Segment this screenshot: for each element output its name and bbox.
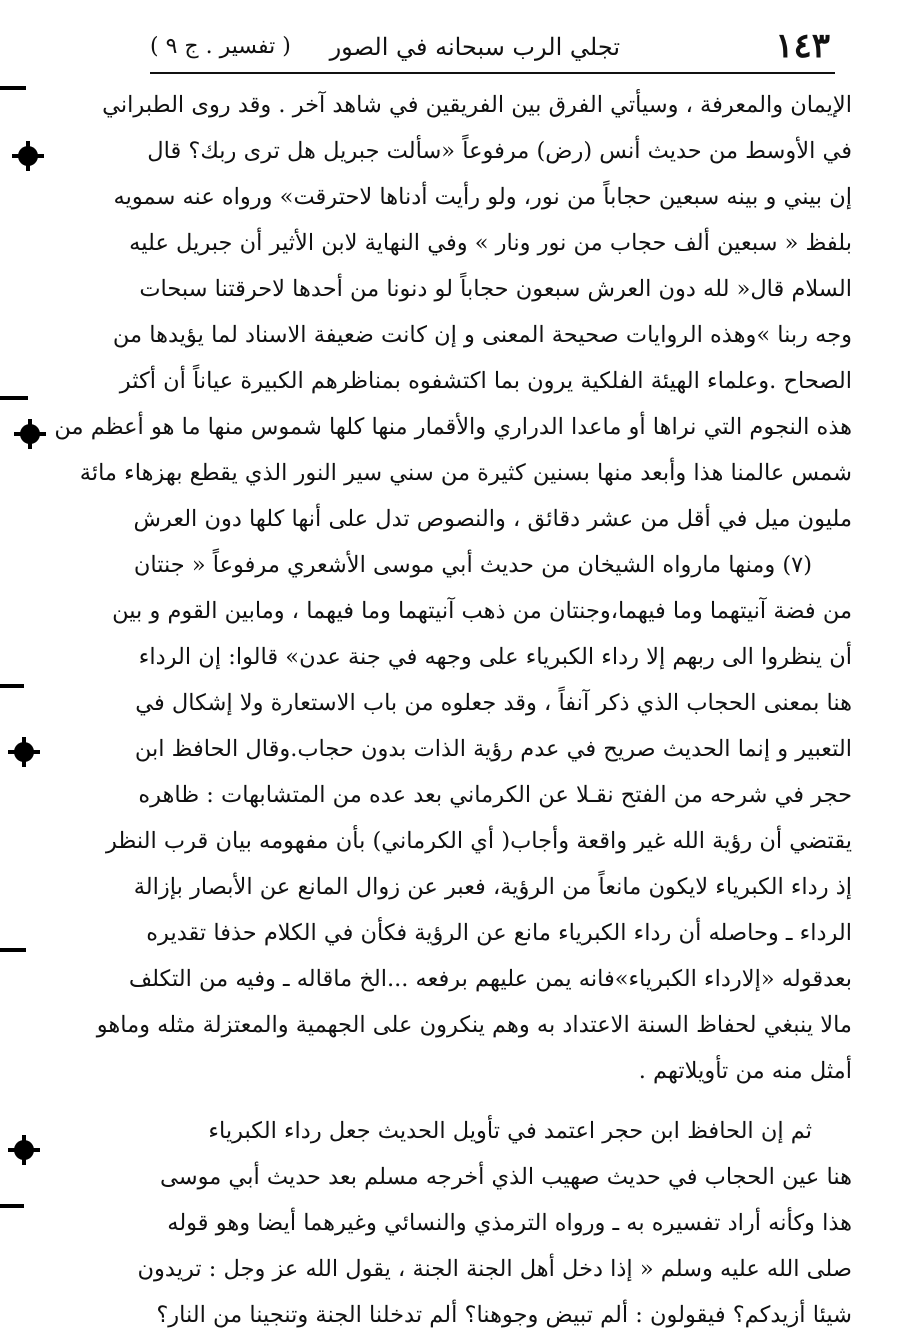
section-reference: ( تفسير . ج ٩ )	[150, 34, 291, 59]
margin-mark	[14, 742, 34, 762]
text-line: إن بيني و بينه سبعين حجاباً من نور، ولو رأيت أدناها لاحترقت» ورواه عنه سمويه	[113, 184, 852, 210]
margin-mark	[0, 684, 24, 688]
text-line: بلفظ « سبعين ألف حجاب من نور ونار » وفي النهاية لابن الأثير أن جبريل عليه	[129, 230, 852, 256]
text-line: الصحاح .وعلماء الهيئة الفلكية يرون بما اكتشفوه بمناظرهم الكبيرة عياناً أن أكثر	[119, 368, 852, 394]
text-line: شمس عالمنا هذا وأبعد منها بسنين كثيرة من سني سير النور الذي يقطع بهزهاء مائة	[79, 460, 852, 486]
text-line: ثم إن الحافظ ابن حجر اعتمد في تأويل الحديث جعل رداء الكبرياء	[208, 1118, 812, 1144]
text-line: التعبير و إنما الحديث صريح في عدم رؤية الذات بدون حجاب.وقال الحافظ ابن	[134, 736, 852, 762]
margin-mark	[20, 424, 40, 444]
text-line: إذ رداء الكبرياء لايكون مانعاً من الرؤية، فعبر عن زوال المانع عن الأبصار بإزالة	[133, 874, 852, 900]
margin-mark	[18, 146, 38, 166]
text-line: الإيمان والمعرفة ، وسيأتي الفرق بين الفريقين في شاهد آخر . وقد روى الطبراني	[102, 92, 852, 118]
margin-mark	[14, 1140, 34, 1160]
header-rule	[150, 72, 835, 74]
margin-mark	[0, 1204, 24, 1208]
text-line: في الأوسط من حديث أنس (رض) مرفوعاً «سألت جبريل هل ترى ربك؟ قال	[147, 138, 852, 164]
text-line: أمثل منه من تأويلاتهم .	[638, 1058, 852, 1084]
text-line: السلام قال« لله دون العرش سبعون حجاباً لو دنونا من أحدها لاحرقتنا سبحات	[139, 276, 852, 302]
text-line: مليون ميل في أقل من عشر دقائق ، والنصوص تدل على أنها كلها دون العرش	[133, 506, 852, 532]
text-line: صلى الله عليه وسلم « إذا دخل أهل الجنة الجنة ، يقول الله عز وجل : تريدون	[137, 1256, 852, 1282]
text-line: يقتضي أن رؤية الله غير واقعة وأجاب( أي الكرماني) بأن مفهومه بيان قرب النظر	[106, 828, 852, 854]
text-line: مالا ينبغي لحفاظ السنة الاعتداد به وهم ينكرون على الجهمية والمعتزلة مثله وماهو	[96, 1012, 852, 1038]
margin-mark	[0, 86, 26, 90]
text-line: الرداء ـ وحاصله أن رداء الكبرياء مانع عن الرؤية فكأن في الكلام حذفا تقديره	[146, 920, 852, 946]
text-line: وجه ربنا »وهذه الروايات صحيحة المعنى و إن كانت ضعيفة الاسناد لما يؤيدها من	[112, 322, 852, 348]
margin-mark	[0, 948, 26, 952]
text-line: من فضة آنيتهما وما فيهما،وجنتان من ذهب آنيتهما وما فيهما ، ومابين القوم و بين	[112, 598, 852, 624]
text-line: بعدقوله «إلارداء الكبرياء»فانه يمن عليهم برفعه ...الخ ماقاله ـ وفيه من التكلف	[128, 966, 852, 992]
page-number: ١٤٣	[775, 26, 830, 66]
text-line: (٧) ومنها مارواه الشيخان من حديث أبي موسى الأشعري مرفوعاً « جنتان	[133, 552, 812, 578]
running-header	[150, 26, 830, 70]
paragraph-gap	[140, 1094, 852, 1108]
text-line: شيئا أزيدكم؟ فيقولون : ألم تبيض وجوهنا؟ ألم تدخلنا الجنة وتنجينا من النار؟	[156, 1302, 852, 1328]
text-line: حجر في شرحه من الفتح نقـلا عن الكرماني بعد عده من المتشابهات : ظاهره	[138, 782, 852, 808]
text-line: أن ينظروا الى ربهم إلا رداء الكبرياء على وجهه في جنة عدن» قالوا: إن الرداء	[138, 644, 852, 670]
text-line: هنا عين الحجاب في حديث صهيب الذي أخرجه مسلم بعد حديث أبي موسى	[160, 1164, 852, 1190]
body-text	[54, 82, 852, 1338]
text-line: هذه النجوم التي نراها أو ماعدا الدراري والأقمار منها كلها شموس منها ما هو أعظم من	[54, 414, 852, 440]
margin-mark	[0, 396, 28, 400]
text-line: هنا بمعنى الحجاب الذي ذكر آنفاً ، وقد جعلوه من باب الاستعارة ولا إشكال في	[135, 690, 852, 716]
running-title: تجلي الرب سبحانه في الصور	[329, 33, 620, 61]
text-line: هذا وكأنه أراد تفسيره به ـ ورواه الترمذي والنسائي وغيرهما أيضا وهو قوله	[167, 1210, 852, 1236]
